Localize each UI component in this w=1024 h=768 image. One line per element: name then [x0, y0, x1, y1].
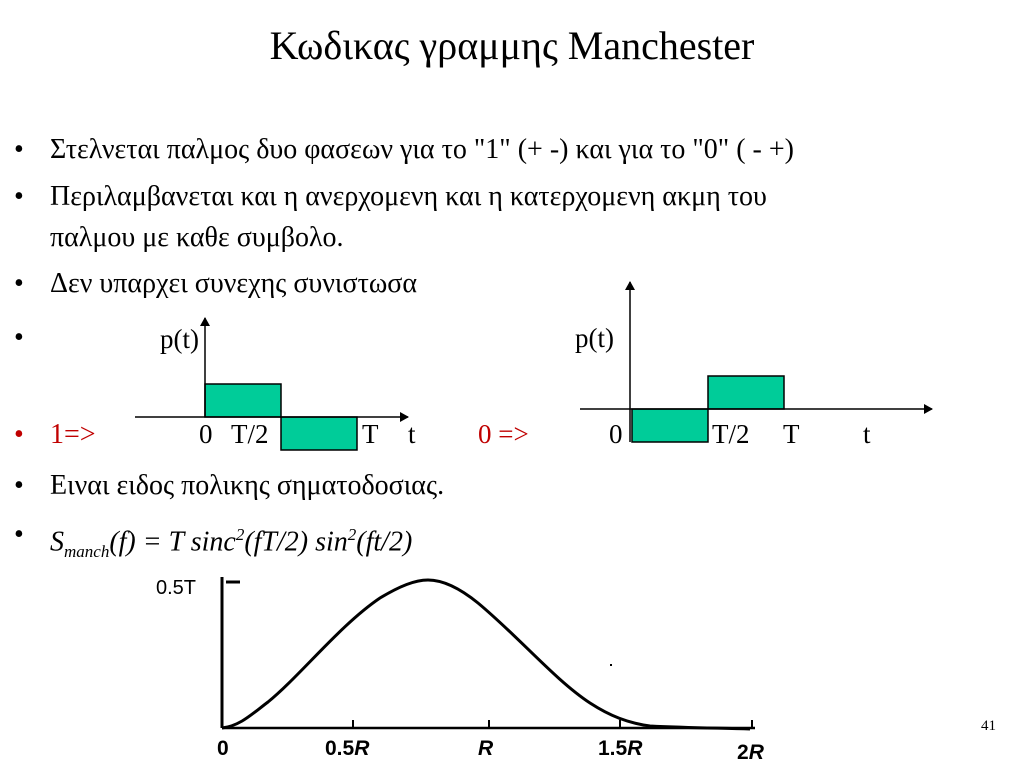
pulse-zero-diagram	[580, 282, 932, 442]
pulse-one-positive-half	[205, 384, 281, 417]
bullet-marker: •	[14, 470, 24, 501]
bullet-marker: •	[14, 181, 24, 212]
bullet-text-2-line-2: παλμου με καθε συμβολο.	[50, 222, 344, 253]
bullet-marker: •	[14, 419, 24, 450]
pulse-zero-T-label: T	[783, 419, 800, 449]
bullet-text-1: Στελνεται παλμος δυο φασεων για το "1" (+ -) και για το "0" ( - +)	[50, 134, 794, 165]
spectrum-ytick-label: 0.5T	[156, 577, 197, 599]
spectrum-xtick-1.5R: 1.5R	[598, 737, 643, 760]
pulse-one-half-label: T/2	[231, 419, 269, 449]
bullet-marker: •	[14, 134, 24, 165]
spectrum-xtick-0: 0	[217, 737, 229, 760]
pulse-zero-arrow: 0 =>	[478, 419, 529, 449]
spectrum-xtick-R: R	[478, 737, 494, 760]
bullet-marker: •	[14, 268, 24, 299]
slide-number: 41	[981, 718, 996, 734]
pulse-one-T-label: T	[362, 419, 379, 449]
psd-formula: $S_{manch}(f) = T$ sinc$^2$(fT/2) $\sin^2(ft/2)$	[50, 525, 413, 561]
pulse-zero-t-label: t	[863, 419, 871, 449]
bullet-text-2-line-1: Περιλαμβανεται και η ανερχομενη και η κατερχομενη ακμη του	[50, 181, 767, 212]
bullet-marker: •	[14, 519, 24, 550]
bullet-marker: •	[14, 322, 24, 353]
bullet-text-5: Ειναι ειδος πολικης σηματοδοσιας.	[50, 470, 445, 501]
pulse-one-arrow: 1=>	[50, 419, 96, 450]
spectrum-xtick-2R: 2R	[737, 741, 764, 764]
pulse-zero-positive-half	[708, 376, 784, 409]
pulse-one-t-label: t	[408, 419, 416, 449]
stray-dot	[610, 664, 612, 666]
pulse-zero-half-label: T/2	[712, 419, 750, 449]
pulse-one-ylabel: p(t)	[160, 324, 199, 354]
spectrum-xtick-0.5R: 0.5R	[325, 737, 370, 760]
pulse-one-negative-half	[281, 417, 357, 450]
pulse-one-zero-label: 0	[199, 419, 213, 449]
spectrum-plot	[222, 577, 755, 729]
pulse-zero-negative-half	[632, 409, 708, 442]
bullet-text-3: Δεν υπαρχει συνεχης συνιστωσα	[50, 268, 418, 299]
pulse-zero-zero-label: 0	[609, 419, 623, 449]
spectrum-curve	[222, 580, 750, 729]
pulse-zero-ylabel: p(t)	[575, 323, 614, 353]
slide-title: Κωδικας γραμμης Manchester	[269, 23, 755, 68]
